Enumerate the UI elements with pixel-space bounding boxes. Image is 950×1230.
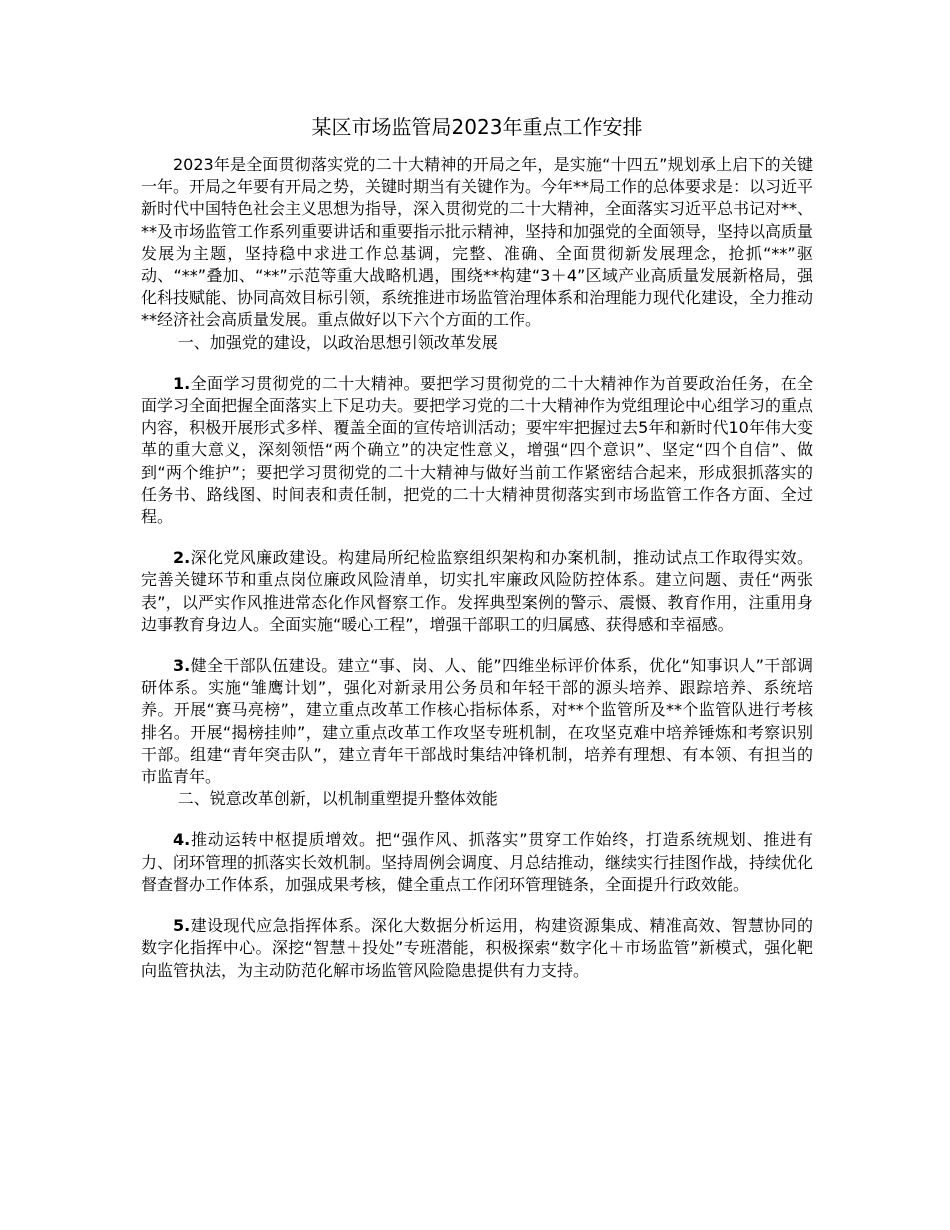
item-text-1: 全面学习贯彻党的二十大精神。要把学习贯彻党的二十大精神作为首要政治任务，在全面学习全面把握全面落实上下足功夫。要把学习党的二十大精神作为党组理论中心组学习的重点内容，积极开展形式多样、覆盖全面的宣传培训活动；要牢牢把握过去5年和新时代10年伟大变革的重大意义，深刻领悟“两个确立”的决定性意义，增强“四个意识”、坚定“四个自信”、做到“两个维护”；要把学习贯彻党的二十大精神与做好当前工作紧密结合起来，形成狠抓落实的任务书、路线图、时间表和责任制，把党的二十大精神贯彻落实到市场监管工作各方面、全过程。 <box>141 373 814 527</box>
item-number-1: 1. <box>173 373 191 393</box>
item-number-2: 2. <box>173 548 191 568</box>
section-heading-1: 一、加强党的建设，以政治思想引领改革发展 <box>177 332 498 352</box>
section-heading-2: 二、锐意改革创新，以机制重塑提升整体效能 <box>177 789 498 809</box>
item-paragraph-2 <box>141 547 813 636</box>
item-number-4: 4. <box>173 830 191 850</box>
item-paragraph-3 <box>141 655 813 788</box>
document-page <box>141 112 813 982</box>
item-paragraph-5 <box>141 915 813 982</box>
document-title: 某区市场监管局2023年重点工作安排 <box>311 115 643 139</box>
item-text-3: 健全干部队伍建设。建立“事、岗、人、能”四维坐标评价体系，优化“知事识人”干部调研体系。实施“雏鹰计划”，强化对新录用公务员和年轻干部的源头培养、跟踪培养、系统培养。开展“赛马亮榜”，建立重点改革工作核心指标体系，对**个监管所及**个监管队进行考核排名。开展“揭榜挂帅”，建立重点改革工作攻坚专班机制，在攻坚克难中培养锤炼和考察识别干部。组建“青年突击队”，建立青年干部战时集结冲锋机制，培养有理想、有本领、有担当的市监青年。 <box>141 656 813 787</box>
item-paragraph-4 <box>141 829 813 896</box>
item-number-5: 5. <box>173 916 191 936</box>
item-paragraph-1 <box>141 373 813 528</box>
item-number-3: 3. <box>173 656 191 676</box>
item-text-5: 建设现代应急指挥体系。深化大数据分析运用，构建资源集成、精准高效、智慧协同的数字化指挥中心。深挖“智慧＋投处”专班潜能，积极探索“数字化＋市场监管”新模式，强化靶向监管执法，为主动防范化解市场监管风险隐患提供有力支持。 <box>141 916 813 980</box>
item-text-4: 推动运转中枢提质增效。把“强作风、抓落实”贯穿工作始终，打造系统规划、推进有力、闭环管理的抓落实长效机制。坚持周例会调度、月总结推动，继续实行挂图作战，持续优化督查督办工作体系，加强成果考核，健全重点工作闭环管理链条，全面提升行政效能。 <box>141 830 814 894</box>
item-text-2: 深化党风廉政建设。构建局所纪检监察组织架构和办案机制，推动试点工作取得实效。完善关键环节和重点岗位廉政风险清单，切实扎牢廉政风险防控体系。建立问题、责任“两张表”，以严实作风推进常态化作风督察工作。发挥典型案例的警示、震慑、教育作用，注重用身边事教育身边人。全面实施“暖心工程”，增强干部职工的归属感、获得感和幸福感。 <box>141 548 813 634</box>
intro-paragraph: 2023年是全面贯彻落实党的二十大精神的开局之年，是实施“十四五”规划承上启下的关键一年。开局之年要有开局之势，关键时期当有关键作为。今年**局工作的总体要求是：以习近平新时代中国特色社会主义思想为指导，深入贯彻党的二十大精神，全面落实习近平总书记对**、**及市场监管工作系列重要讲话和重要指示批示精神，坚持和加强党的全面领导，坚持以高质量发展为主题，坚持稳中求进工作总基调，完整、准确、全面贯彻新发展理念，抢抓“**”驱动、“**”叠加、“**”示范等重大战略机遇，围绕**构建“3＋4”区域产业高质量发展新格局，强化科技赋能、协同高效目标引领，系统推进市场监管治理体系和治理能力现代化建设，全力推动**经济社会高质量发展。重点做好以下六个方面的工作。 <box>141 155 814 330</box>
